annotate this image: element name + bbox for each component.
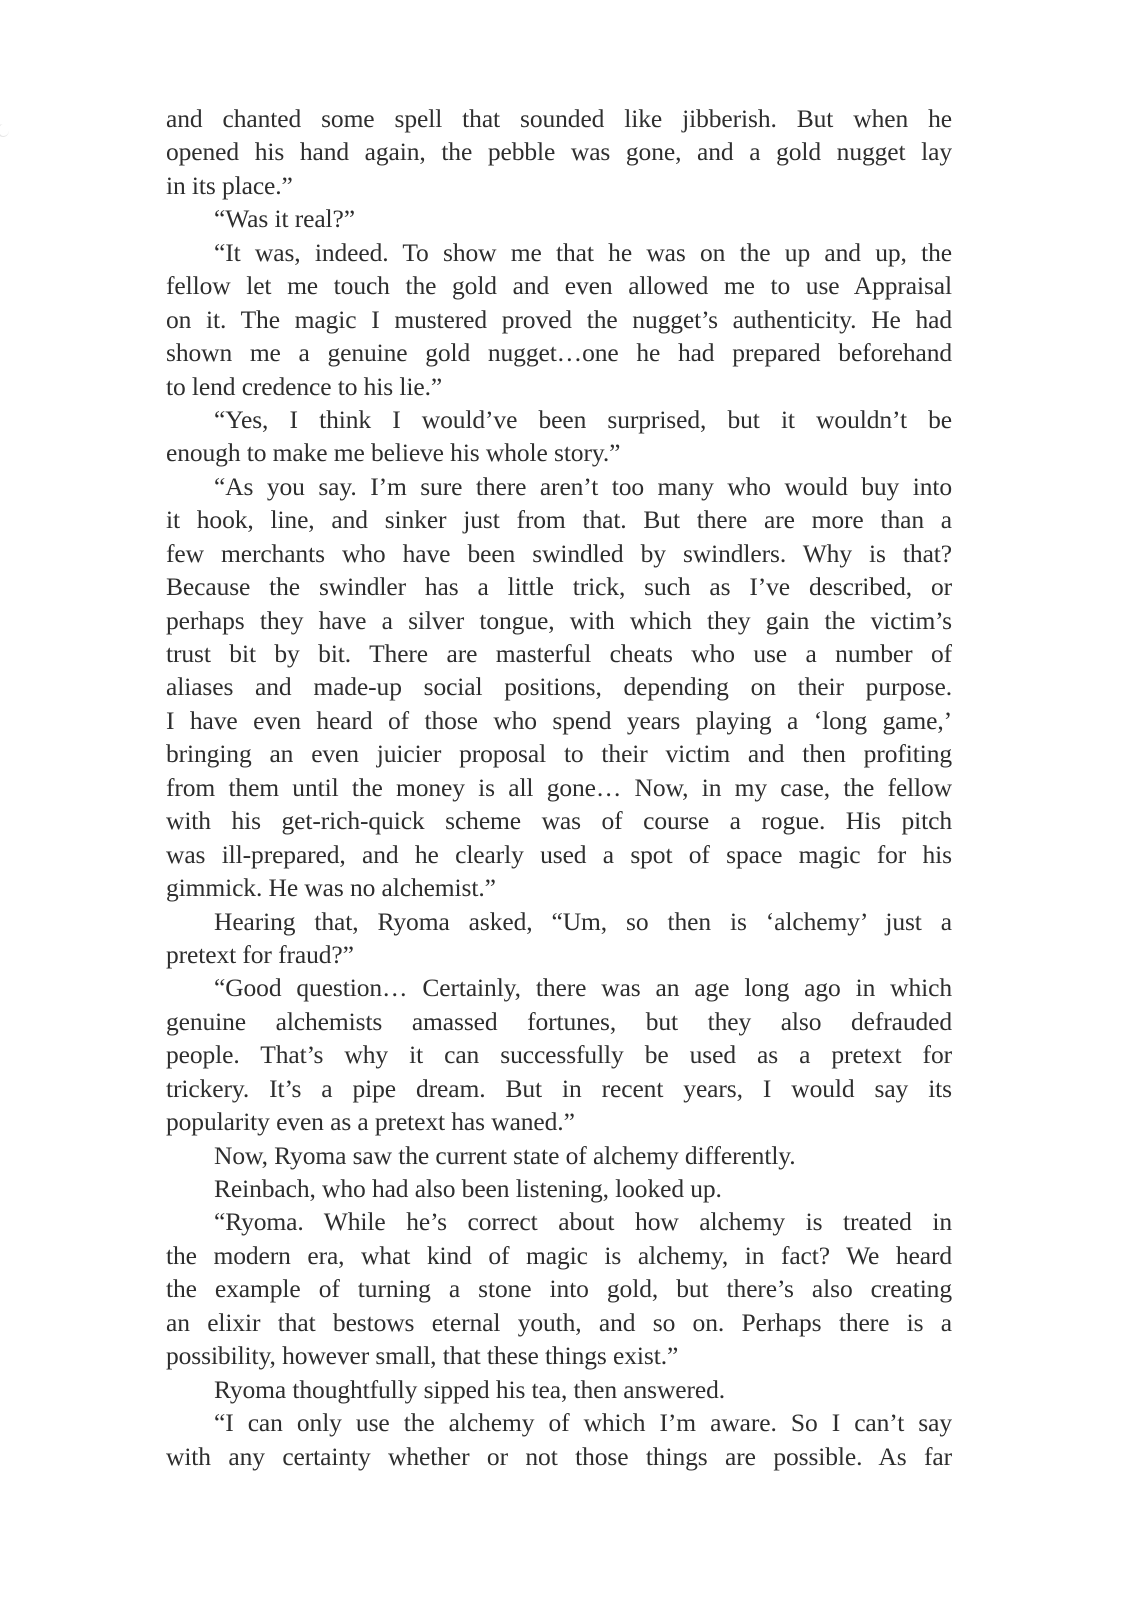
paragraph — [166, 470, 952, 905]
paragraph — [166, 905, 952, 972]
text-line: and chanted some spell that sounded like jibberish. But when he — [166, 104, 952, 133]
paragraph — [166, 403, 952, 470]
paragraph — [166, 1373, 952, 1406]
text-line: an elixir that bestows eternal youth, and so on. Perhaps there is a — [166, 1307, 952, 1337]
text-line: opened his hand again, the pebble was gone, and a gold nugget lay — [166, 137, 952, 167]
text-line: from them until the money is all gone… Now, in my case, the fellow — [166, 772, 952, 802]
paragraph — [166, 102, 952, 202]
text-line: on it. The magic I mustered proved the nugget’s authenticity. He had — [166, 304, 952, 334]
text-line: enough to make me believe his whole story.” — [166, 438, 621, 468]
text-line: pretext for fraud?” — [166, 939, 354, 969]
text-line: with his get-rich-quick scheme was of course a rogue. His pitch — [166, 806, 952, 836]
text-line: “It was, indeed. To show me that he was on the up and up, the — [214, 237, 952, 267]
text-line: Ryoma thoughtfully sipped his tea, then answered. — [214, 1374, 726, 1404]
text-line: trust bit by bit. There are masterful cheats who use a number of — [166, 639, 952, 668]
text-line: Now, Ryoma saw the current state of alchemy differently. — [214, 1140, 796, 1170]
paragraph — [166, 1172, 952, 1205]
paragraph — [166, 1406, 952, 1473]
text-line: “Was it real?” — [214, 204, 355, 234]
text-line: trickery. It’s a pipe dream. But in recent years, I would say its — [166, 1073, 952, 1103]
paragraph — [166, 1205, 952, 1372]
text-line: few merchants who have been swindled by swindlers. Why is that? — [166, 538, 952, 568]
text-line: “Yes, I think I would’ve been surprised, but it wouldn’t be — [214, 404, 952, 434]
text-line: “Ryoma. While he’s correct about how alchemy is treated in — [214, 1207, 952, 1237]
text-line: Because the swindler has a little trick, such as I’ve described, or — [166, 572, 952, 602]
paragraph — [166, 971, 952, 1138]
text-line: “I can only use the alchemy of which I’m aware. So I can’t say — [214, 1408, 952, 1438]
text-line: the example of turning a stone into gold, but there’s also creating — [166, 1274, 952, 1304]
paragraph — [166, 236, 952, 403]
text-line: perhaps they have a silver tongue, with which they gain the victim’s — [166, 605, 952, 635]
text-line: “As you say. I’m sure there aren’t too many who would buy into — [214, 471, 952, 501]
text-line: popularity even as a pretext has waned.” — [166, 1107, 575, 1137]
paragraph — [166, 202, 952, 235]
text-line: the modern era, what kind of magic is alchemy, in fact? We heard — [166, 1240, 952, 1270]
text-line: possibility, however small, that these things exist.” — [166, 1341, 679, 1371]
text-line: Reinbach, who had also been listening, looked up. — [214, 1174, 722, 1203]
text-line: fellow let me touch the gold and even allowed me to use Appraisal — [166, 271, 952, 301]
text-line: bringing an even juicier proposal to their victim and then profiting — [166, 739, 952, 769]
text-line: in its place.” — [166, 170, 293, 200]
text-line: “Good question… Certainly, there was an age long ago in which — [214, 973, 952, 1003]
text-line: to lend credence to his lie.” — [166, 371, 443, 401]
text-line: Hearing that, Ryoma asked, “Um, so then is ‘alchemy’ just a — [214, 906, 952, 936]
text-line: I have even heard of those who spend years playing a ‘long game,’ — [166, 705, 952, 735]
text-line: people. That’s why it can successfully be used as a pretext for — [166, 1040, 952, 1070]
text-line: with any certainty whether or not those things are possible. As far — [166, 1441, 952, 1471]
scan-artifact — [0, 124, 9, 137]
text-block — [166, 102, 952, 1473]
text-line: shown me a genuine gold nugget…one he had prepared beforehand — [166, 338, 952, 368]
text-line: was ill-prepared, and he clearly used a spot of space magic for his — [166, 839, 952, 869]
text-line: aliases and made-up social positions, depending on their purpose. — [166, 672, 952, 702]
paragraph — [166, 1139, 952, 1172]
text-line: genuine alchemists amassed fortunes, but they also defrauded — [166, 1006, 952, 1036]
text-line: it hook, line, and sinker just from that. But there are more than a — [166, 505, 952, 535]
text-line: gimmick. He was no alchemist.” — [166, 873, 496, 903]
